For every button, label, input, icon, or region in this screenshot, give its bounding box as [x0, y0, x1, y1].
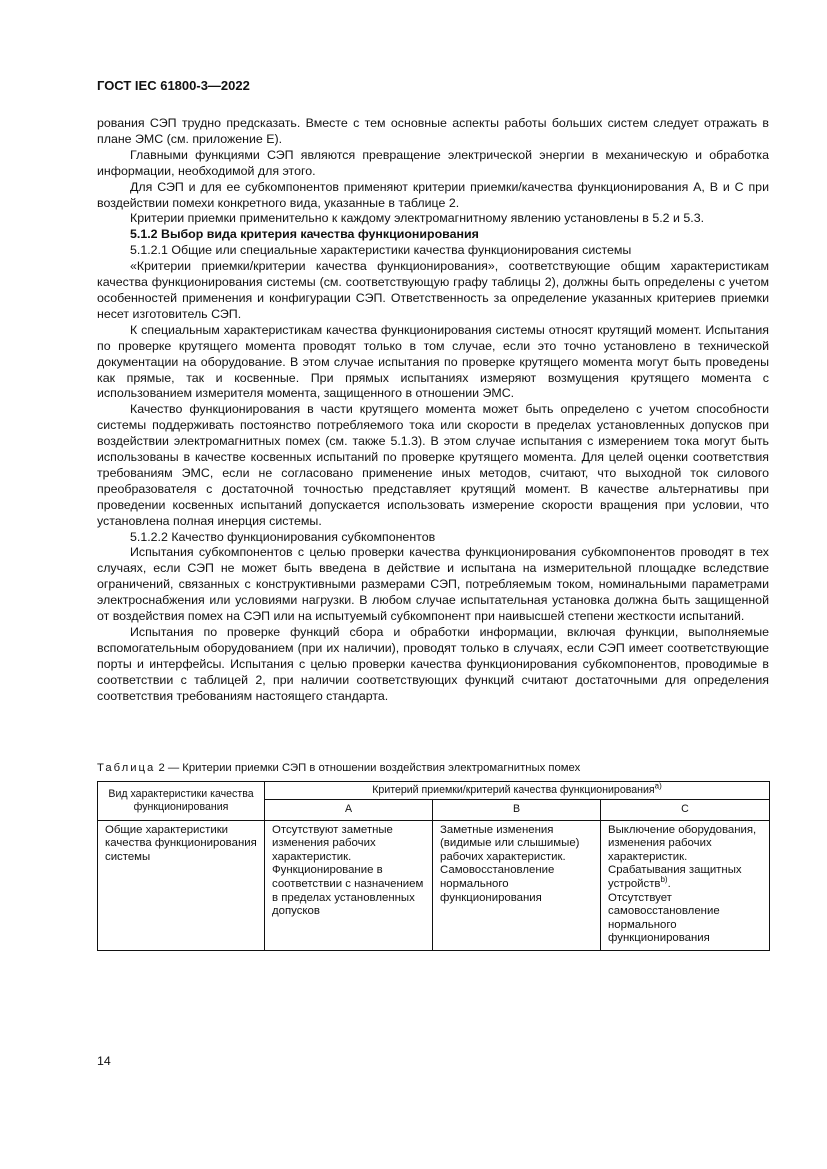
subsection-heading: 5.1.2.1 Общие или специальные характеристики качества функционирования системы — [130, 243, 632, 258]
subsection-heading: 5.1.2.2 Качество функционирования субкомпонентов — [130, 529, 436, 544]
paragraph: Для СЭП и для ее субкомпонентов применяют критерии приемки/качества функционирования А, В и С при воздействии помехи конкретного вида, указанные в таблице 2. — [97, 179, 769, 210]
section-heading: 5.1.2 Выбор вида критерия качества функционирования — [130, 227, 479, 242]
cell-criterion-b: Заметные изменения (видимые или слышимые) рабочих характеристик. Самовосстановление нормального функционирования — [433, 820, 601, 950]
criteria-table — [97, 781, 770, 951]
paragraph: Качество функционирования в части крутящего момента может быть определено с учетом способности системы поддерживать постоянство потребляемого тока или скорости в пределах установленных допусков при воздействии электромагнитных помех (см. также 5.1.3). В этом случае испытания с измерением тока могут быть использованы в качестве косвенных испытаний по проверке крутящего момента. Для целей оценки соответствия требованиям ЭМС, если не согласовано применение иных методов, считают, что выходной ток силового преобразователя с достаточной точностью представляет крутящий момент. В качестве альтернативы при проведении косвенных испытаний допускается использовать измерение скорости вращения при условии, что установлена полная инерция системы. — [97, 402, 769, 528]
cell-criterion-a: Отсутствуют заметные изменения рабочих характеристик. Функционирование в соответствии с назначением в пределах установленных допусков — [265, 820, 433, 950]
paragraph: Испытания субкомпонентов с целью проверки качества функционирования субкомпонентов проводят в тех случаях, если СЭП не может быть введена в действие и испытана на измерительной площадке вследствие ограничений, связанных с конструктивными размерами СЭП, потребляемым током, номинальными параметрами электроснабжения или условиями нагрузки. В любом случае испытательная установка должна быть защищенной от воздействия помех на СЭП или на испытуемый субкомпонент при наивысшей степени жесткости испытаний. — [97, 545, 769, 624]
paragraph: Критерии приемки применительно к каждому электромагнитному явлению установлены в 5.2 и 5.3. — [130, 211, 705, 226]
col-header-c: C — [601, 800, 770, 821]
cell-c-text-2: Отсутствует самовосстановление нормального функционирования — [608, 891, 720, 945]
footnote-a-marker: a) — [654, 781, 662, 791]
table-caption — [97, 761, 769, 775]
paragraph: рования СЭП трудно предсказать. Вместе с тем основные аспекты работы больших систем следует отражать в плане ЭМС (см. приложение Е). — [97, 116, 769, 146]
cell-c-text-1: Выключение оборудования, изменения рабочих характеристик. Срабатывания защитных устройств — [608, 823, 757, 890]
table-row — [98, 820, 770, 950]
page-number: 14 — [97, 1054, 111, 1068]
table-header-row — [98, 782, 770, 800]
table-caption-text: 2 — Критерии приемки СЭП в отношении воздействия электромагнитных помех — [158, 762, 581, 774]
paragraph: Испытания по проверке функций сбора и обработки информации, включая функции, выполняемые вспомогательным оборудованием (при их наличии), проводят только в случаях, если СЭП имеет соответствующие порты и интерфейсы. Испытания с целью проверки качества функционирования субкомпонентов, проводимые в соответствии с таблицей 2, при наличии соответствующих функций считают достаточными для определения соответствия требованиям настоящего стандарта. — [97, 625, 769, 703]
footnote-b-marker: b) — [660, 875, 668, 885]
paragraph: К специальным характеристикам качества функционирования системы относят крутящий момент. Испытания по проверке крутящего момента проводят только в том случае, если это точно установлено в технической документации на оборудование. В этом случае испытания по проверке крутящего момента могут быть проведены как прямые, так и косвенные. При прямых испытаниях измеряют возмущения крутящего момента с использованием измерителя момента, защищенного в отношении ЭМС. — [97, 322, 769, 401]
table-caption-prefix: Таблица — [97, 762, 156, 774]
col-header-a: A — [265, 800, 433, 821]
col-header-b: B — [433, 800, 601, 821]
col-header-criteria — [265, 782, 770, 800]
row-label: Общие характеристики качества функционирования системы — [98, 820, 265, 950]
document-header: ГОСТ IEC 61800-3—2022 — [97, 78, 250, 93]
paragraph: Главными функциями СЭП являются превращение электрической энергии в механическую и обработка информации, необходимой для этого. — [97, 147, 769, 178]
col-header-criteria-text: Критерий приемки/критерий качества функционирования — [372, 784, 655, 796]
col-header-characteristic: Вид характеристики качества функционирования — [98, 782, 265, 821]
paragraph: «Критерии приемки/критерии качества функционирования», соответствующие общим характеристикам качества функционирования системы (см. соответствующую графу таблицы 2), должны быть определены с учетом особенностей применения и конфигурации СЭП. Ответственность за определение указанных критериев приемки несет изготовитель СЭП. — [97, 259, 769, 321]
body-text — [97, 116, 769, 705]
cell-criterion-c: Выключение оборудования, изменения рабочих характеристик. Срабатывания защитных устройств$^{b)}$. Отсутствует самовосстановление нормального функционирования — [601, 820, 770, 950]
